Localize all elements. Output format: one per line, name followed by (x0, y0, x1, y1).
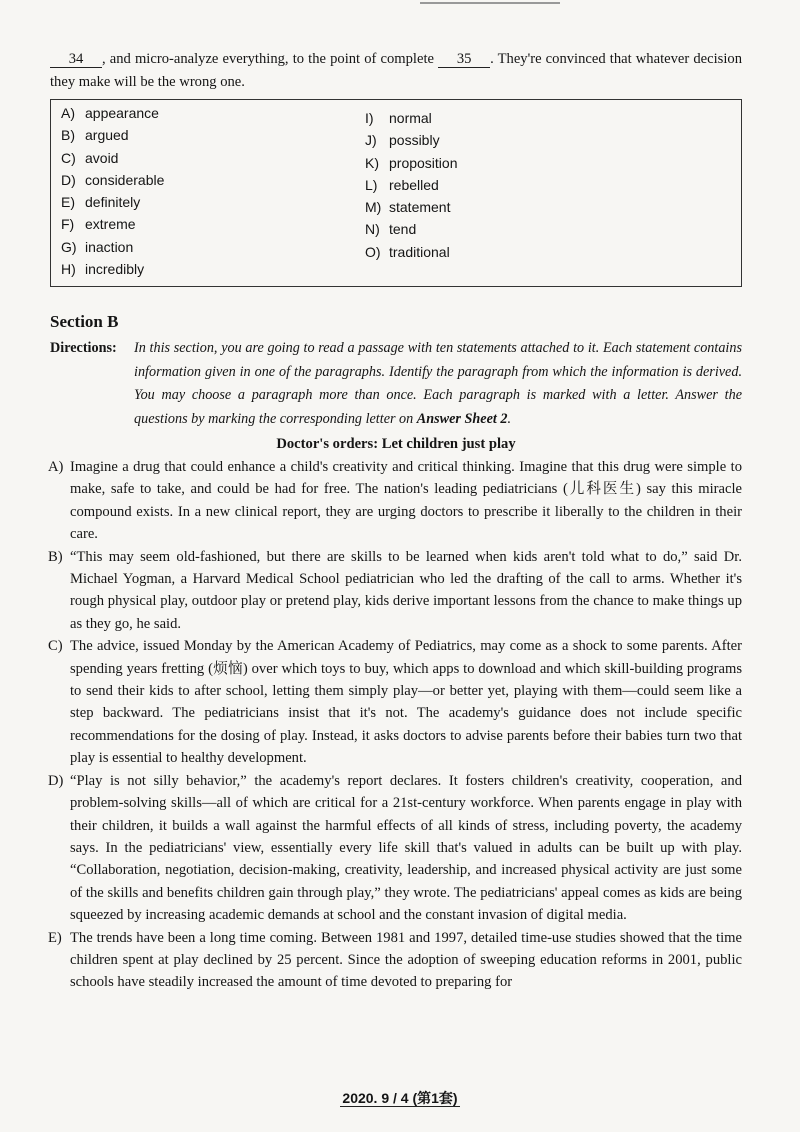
directions (50, 337, 742, 431)
page-footer (0, 1088, 800, 1108)
intro-segment-2: . They're convinced that whatever decision they make will be the wrong one. (50, 51, 742, 90)
word-option[interactable]: A) appearance (61, 105, 159, 121)
paragraph-c (50, 635, 742, 769)
top-rule (0, 0, 800, 10)
paragraph-letter: A) (48, 459, 64, 475)
page-number: 2020. 9 / 4 (第1套) (342, 1090, 458, 1106)
word-option[interactable]: G) inaction (61, 238, 134, 255)
paragraph-letter: C) (48, 638, 63, 655)
word-option[interactable]: L) rebelled (365, 176, 439, 193)
blank-34[interactable]: 34 (50, 51, 102, 68)
word-option[interactable]: D) considerable (61, 171, 165, 188)
word-bank-right-column (365, 107, 458, 263)
exam-page (50, 48, 742, 994)
paragraph-text: “This may seem old-fashioned, but there are skills to be learned when kids aren't told what to do,” said Dr. Michael Yogman, a Harvard Medical School pediatrician who led the drafting of the call to arms. Whether it's rough physical play, outdoor play or pretend play, kids derive important lessons from the chance to make things up as they go, he said. (70, 548, 742, 632)
word-option[interactable]: C) avoid (61, 149, 119, 166)
paragraph-text: The trends have been a long time coming. Between 1981 and 1997, detailed time-use studies showed that the time children spent at play declined by 25 percent. Since the adoption of sweeping education reforms in 2001, public schools have steadily increased the amount of time devoted to preparing for (70, 929, 742, 991)
word-option[interactable]: H) incredibly (61, 261, 145, 278)
word-option[interactable]: O) traditional (365, 243, 450, 260)
paragraph-letter: B) (48, 548, 63, 565)
blank-35[interactable]: 35 (438, 51, 490, 68)
paragraph-e (50, 927, 742, 994)
word-option[interactable]: E) definitely (61, 194, 141, 211)
word-bank-left-column (61, 102, 164, 280)
word-option[interactable]: J) possibly (365, 132, 440, 149)
word-option[interactable]: M) statement (365, 199, 451, 216)
paragraph-b (50, 546, 742, 636)
word-option[interactable]: K) proposition (365, 154, 458, 171)
intro-text (50, 48, 742, 93)
paragraph-letter: D) (48, 772, 64, 789)
paragraph-text: The advice, issued Monday by the American Academy of Pediatrics, may come as a shock to some parents. After spending years fretting (烦恼) over which toys to buy, which apps to download and which skill-building programs to send their kids to after school, letting them simply play—or better yet, playing with them—could seem like a step backward. The pediatricians insist that it's not. The academy's guidance does not include specific recommendations for the dosing of play. Instead, it asks doctors to advise parents before their babies turn two that play is essential to healthy development. (70, 638, 742, 767)
paragraph-text: “Play is not silly behavior,” the academy's report declares. It fosters children's creativity, cooperation, and problem-solving skills—all of which are critical for a 21st-century workforce. When parents engage in play with their children, it builds a wall against the harmful effects of all kinds of stress, including poverty, the academy says. In the pediatricians' view, essentially every life skill that's valued in adults can be built up with play. “Collaboration, negotiation, decision-making, creativity, leadership, and increased physical activity are just some of the skills and benefits children gain through play,” they wrote. The pediatricians' appeal comes as kids are being squeezed by increasing academic demands at school and the constant invasion of digital media. (70, 772, 742, 924)
word-option[interactable]: B) argued (61, 127, 129, 144)
paragraph-d (50, 770, 742, 927)
directions-label: Directions: (50, 340, 117, 356)
section-title: Section B (50, 312, 119, 331)
intro-segment-1: , and micro-analyze everything, to the point of complete (102, 51, 434, 67)
paragraph-a (50, 456, 742, 546)
word-option[interactable]: N) tend (365, 221, 417, 238)
paragraph-text: Imagine a drug that could enhance a child's creativity and critical thinking. Imagine that this drug were simple to make, safe to take, and could be had for free. The nation's leading pediatricians (儿科医生) say this miracle compound exists. In a new clinical report, they are urging doctors to prescribe it liberally to the children in their care. (70, 459, 742, 543)
passage-title: Doctor's orders: Let children just play (276, 436, 516, 452)
word-option[interactable]: I) normal (365, 110, 432, 126)
word-option[interactable]: F) extreme (61, 216, 136, 233)
paragraph-letter: E) (48, 929, 62, 946)
directions-text: In this section, you are going to read a passage with ten statements attached to it. Each statement contains information given in one of the paragraphs. Identify the paragraph from which the information is derived. You may choose a paragraph more than once. Each paragraph is marked with a letter. Answer the questions by marking the corresponding letter on Answer Sheet 2. (134, 340, 742, 427)
answer-sheet-label: Answer Sheet 2 (416, 410, 508, 427)
word-bank (50, 99, 742, 287)
